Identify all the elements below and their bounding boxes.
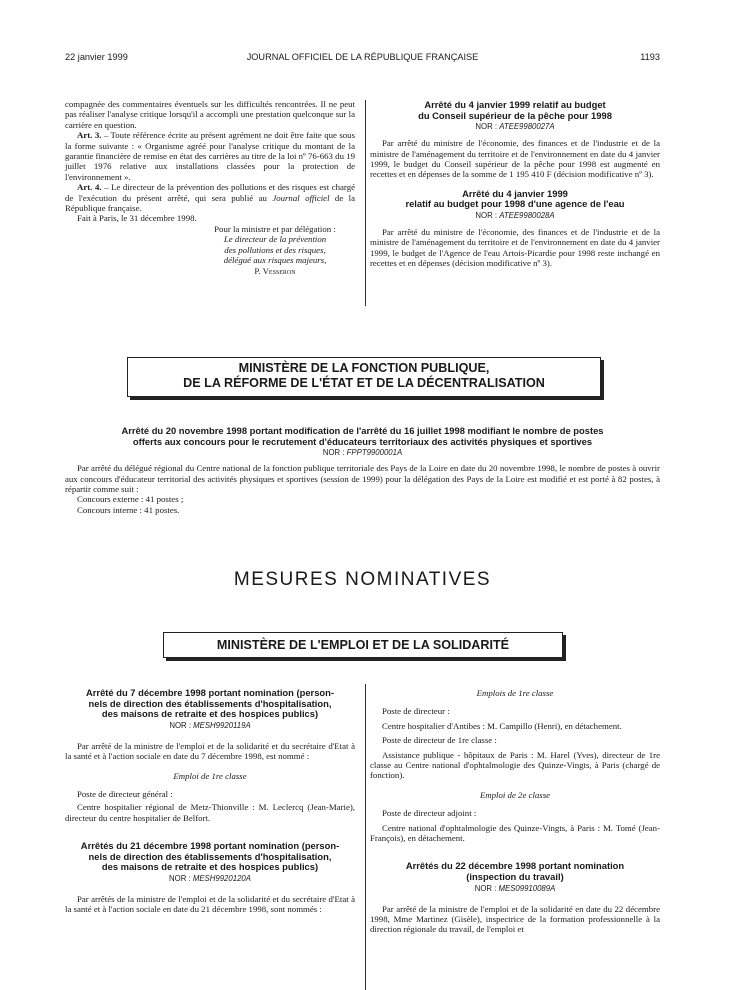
emploi-ministry-box: MINISTÈRE DE L'EMPLOI ET DE LA SOLIDARITÉ <box>163 632 563 658</box>
signature-line-3: des pollutions et des risques, <box>224 244 326 255</box>
b1-poste: Poste de directeur général : <box>77 789 173 799</box>
section-title-mesures-nominatives: MESURES NOMINATIVES <box>233 569 492 590</box>
ministry-heading-box <box>127 357 601 397</box>
article-4 <box>65 182 355 213</box>
article-4-journal: Journal officiel <box>272 192 330 203</box>
b2-title-line-1: Arrêtés du 21 décembre 1998 portant nomination (person- <box>80 840 340 852</box>
ministry-heading-line-1: MINISTÈRE DE LA FONCTION PUBLIQUE, <box>238 361 490 375</box>
fp-line-interne: Concours interne : 41 postes. <box>77 504 180 515</box>
header-page-number: 1193 <box>640 52 660 62</box>
arrete-2-body: Par arrêté du ministre de l'économie, des finances et de l'industrie et de la ministre de l'aménagement du territoire et de l'environnement en date du 4 janvier 1999, le budget de l'Agence de l'eau Artois-Picardie pour 1998 reste inchangé en recettes et en dépenses (décision modificative nº 3). <box>370 227 660 269</box>
emploi-2e-heading: Emploi de 2e classe <box>479 789 551 800</box>
header-date: 22 janvier 1999 <box>65 52 128 62</box>
left-top-column <box>65 99 355 276</box>
c-body: Par arrêté de la ministre de l'emploi et de la solidarité en date du 22 décembre 1998, Mme Martinez (Gisèle), inspectrice de la formation professionnelle à la direction régionale du travail, de l'emploi et <box>370 903 660 935</box>
article-3 <box>65 130 355 182</box>
poste-directeur: Poste de directeur : <box>382 706 450 717</box>
fp-nor <box>65 447 660 458</box>
arrete-2-nor <box>370 210 660 221</box>
article-4-label: Art. 4. <box>77 182 102 193</box>
fp-line-externe: Concours externe : 41 postes ; <box>77 494 184 505</box>
b1-title-line-3: des maisons de retraite et des hospices publics) <box>101 708 319 720</box>
nor-label: NOR : <box>322 448 347 458</box>
nor-label: NOR : <box>475 122 500 132</box>
b1-title-line-2: nels de direction des établissements d'hospitalisation, <box>88 697 332 709</box>
article-3-label: Art. 3. <box>77 130 102 141</box>
article-3-text: – Toute référence écrite au présent agrément ne doit être faite que sous la forme suivante : « Organisme agréé pour l'analyse critique du montant de la garantie financière de remise en état des carrières au titre de la loi nº 76-663 du 19 juillet 1976 relative aux installations classées pour la protection de l'environnement ». <box>65 130 355 182</box>
arrete-1-title-line-1: Arrêté du 4 janvier 1999 relatif au budget <box>424 99 606 110</box>
column-divider-bottom <box>365 684 366 990</box>
right-top-column <box>370 100 660 269</box>
b1-title-line-1: Arrêté du 7 décembre 1998 portant nomination (person- <box>86 687 334 698</box>
poste-directeur-1re: Poste de directeur de 1re classe : <box>382 735 497 746</box>
poste-directeur-adjoint: Poste de directeur adjoint : <box>382 808 477 819</box>
signature-line-4: délégué aux risques majeurs, <box>223 255 327 266</box>
nor-code: MESH9920120A <box>192 874 251 883</box>
right-bottom-column <box>370 688 660 935</box>
arrete-1-body: Par arrêté du ministre de l'économie, des finances et de l'industrie et de la ministre de l'aménagement du territoire et de l'environnement en date du 4 janvier 1999, le budget du Conseil supérieur de la pêche pour 1998 est augmenté en recettes et en dépenses de la somme de 1 195 410 F (décision modificative nº 3). <box>370 138 660 180</box>
paragraph-continuation: compagnée des commentaires éventuels sur les difficultés rencontrées. Il ne peut pas réaliser l'analyse critique lorsqu'il a accompli une prestation quelconque sur la carrière en question. <box>65 99 355 130</box>
emplois-1re-heading: Emplois de 1re classe <box>476 688 554 698</box>
c-nor <box>370 883 660 894</box>
b1-body: Par arrêté de la ministre de l'emploi et de la solidarité et du secrétaire d'Etat à la santé et à l'action sociale en date du 7 décembre 1998, est nommé : <box>65 740 355 762</box>
arrete-1-title-line-2: du Conseil supérieur de la pêche pour 1998 <box>418 109 612 121</box>
fp-title-line-1: Arrêté du 20 novembre 1998 portant modification de l'arrêté du 16 juillet 1998 modifiant le nombre de postes <box>121 425 604 436</box>
fp-body: Par arrêté du délégué régional du Centre national de la fonction publique territoriale des Pays de la Loire en date du 20 novembre 1998, le nombre de postes à ouvrir aux concours d'éducateur territorial des activités physiques et sportives (session de 1999) pour la délégation des Pays de la Loire est modifié et est porté à 82 postes, à répartir comme suit : <box>65 463 660 494</box>
fonction-publique-arrete <box>65 426 660 515</box>
nor-code: FPPT9900001A <box>346 448 403 458</box>
nor-label: NOR : <box>474 883 499 893</box>
b1-detail: Centre hospitalier régional de Metz-Thionville : M. Leclercq (Jean-Marie), directeur du centre hospitalier de Belfort. <box>65 802 355 823</box>
signature-line-1: Pour la ministre et par délégation : <box>214 223 336 234</box>
article-4-text-b: de la République française. <box>65 192 355 214</box>
nor-label: NOR : <box>475 211 500 220</box>
arrete-2-title-line-2: relatif au budget pour 1998 d'une agence de l'eau <box>405 198 625 210</box>
b2-body: Par arrêtés de la ministre de l'emploi et de la solidarité et du secrétaire d'Etat à la santé et à l'action sociale en date du 21 décembre 1998, sont nommés : <box>65 894 355 915</box>
nor-code: ATEE9980027A <box>499 122 555 132</box>
signature-name: P. Vesseron <box>254 265 296 276</box>
signature-block <box>195 224 355 276</box>
nor-code: ATEE9980028A <box>499 211 555 220</box>
nor-label: NOR : <box>169 720 194 730</box>
detail-antibes: Centre hospitalier d'Antibes : M. Campillo (Henri), en détachement. <box>382 720 622 731</box>
arrete-2-title-line-1: Arrêté du 4 janvier 1999 <box>462 187 568 199</box>
arrete-1-nor <box>370 121 660 132</box>
signature-line-2: Le directeur de la prévention <box>223 234 327 245</box>
c-title-line-1: Arrêtés du 22 décembre 1998 portant nomination <box>405 860 625 872</box>
nor-code: MESH9920119A <box>193 720 251 730</box>
nor-code: MES09910089A <box>498 883 556 893</box>
c-title-line-2: (inspection du travail) <box>466 871 564 883</box>
ministry-heading-line-2: DE LA RÉFORME DE L'ÉTAT ET DE LA DÉCENTRALISATION <box>183 376 545 390</box>
b1-nor <box>65 720 355 731</box>
left-bottom-column <box>65 688 355 915</box>
signature-date: Fait à Paris, le 31 décembre 1998. <box>77 213 197 224</box>
detail-ap-hp: Assistance publique - hôpitaux de Paris : M. Harel (Yves), directeur de 1re classe au Centre national d'ophtalmologie des Quinze-Vingts, à Paris (chargé de fonction). <box>370 749 660 781</box>
fp-title-line-2: offerts aux concours pour le recrutement d'éducateurs territoriaux des activités physiques et sportives <box>132 435 593 447</box>
running-header <box>65 52 660 64</box>
header-journal-title: JOURNAL OFFICIEL DE LA RÉPUBLIQUE FRANÇAISE <box>246 52 479 62</box>
b2-title-line-3: des maisons de retraite et des hospices publics) <box>101 861 319 873</box>
detail-quinze-vingts: Centre national d'ophtalmologie des Quinze-Vingts, à Paris : M. Tomé (Jean-François), en détachement. <box>370 822 660 844</box>
b2-nor <box>65 873 355 884</box>
b2-title-line-2: nels de direction des établissements d'hospitalisation, <box>88 850 332 862</box>
b1-emploi-heading: Emploi de 1re classe <box>173 770 247 781</box>
column-divider-top <box>365 100 366 306</box>
nor-label: NOR : <box>169 874 193 883</box>
article-4-text-a: – Le directeur de la prévention des pollutions et des risques est chargé de l'exécution du présent arrêté, qui sera publié au <box>65 182 355 203</box>
